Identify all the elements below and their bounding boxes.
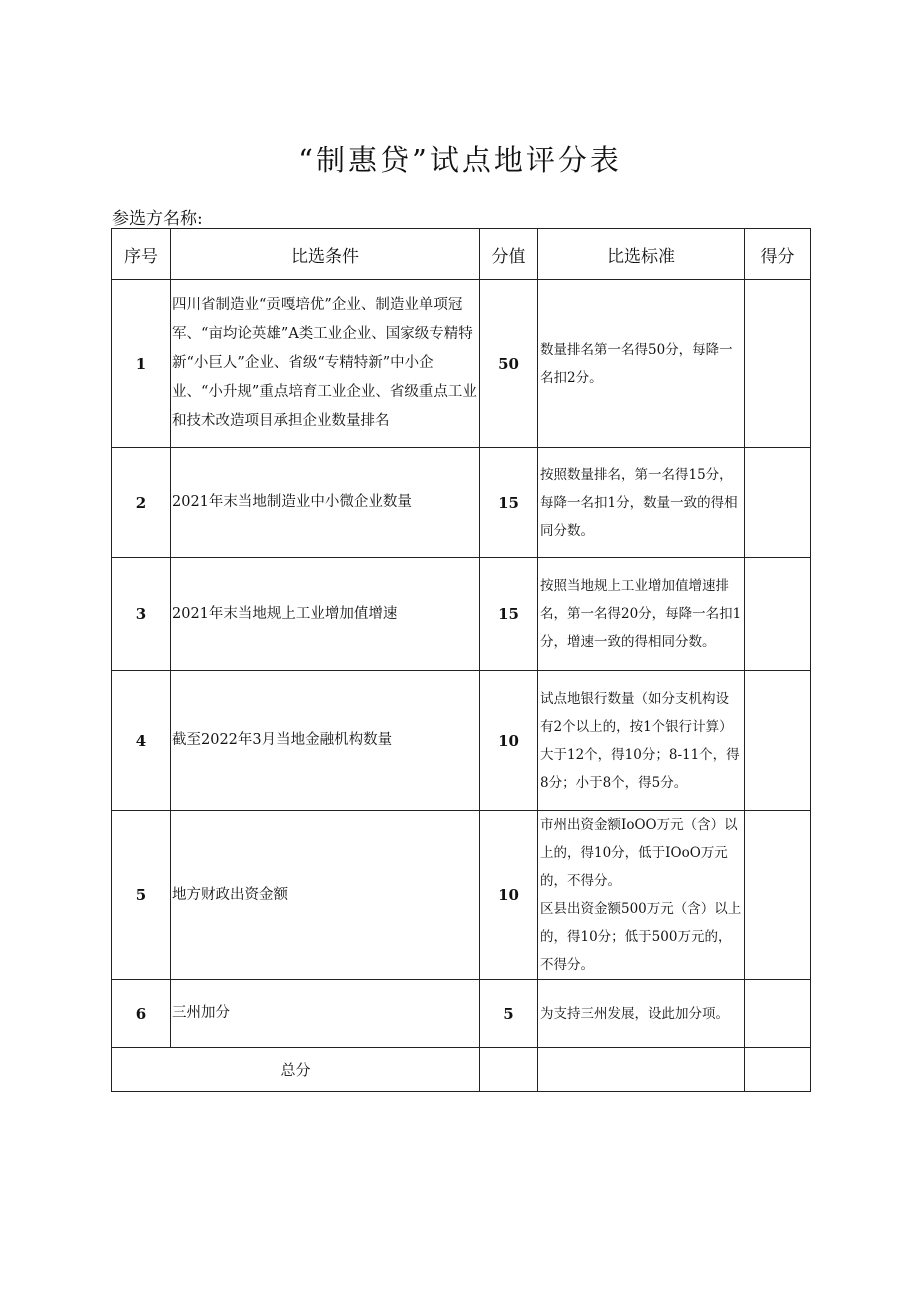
row-points: 50 [480, 280, 538, 448]
total-points-cell [480, 1048, 538, 1092]
header-row [112, 229, 811, 280]
row-standard: 按照数量排名，第一名得15分，每降一名扣1分，数量一致的得相同分数。 [538, 448, 745, 558]
row-condition: 2021年末当地规上工业增加值增速 [171, 558, 480, 671]
row-no: 2 [112, 448, 171, 558]
row-standard: 按照当地规上工业增加值增速排名，第一名得20分，每降一名扣1分，增速一致的得相同分数。 [538, 558, 745, 671]
row-standard [538, 811, 745, 980]
row-points: 15 [480, 558, 538, 671]
header-standard: 比选标准 [538, 229, 745, 280]
total-score-cell[interactable] [745, 1048, 811, 1092]
row-standard: 试点地银行数量（如分支机构设有2个以上的，按1个银行计算）大于12个，得10分；8-11个，得8分；小于8个，得5分。 [538, 671, 745, 811]
row-points: 5 [480, 980, 538, 1048]
row-no: 5 [112, 811, 171, 980]
row-condition: 地方财政出资金额 [171, 811, 480, 980]
total-standard-cell [538, 1048, 745, 1092]
row-points: 10 [480, 811, 538, 980]
row-no: 3 [112, 558, 171, 671]
applicant-name-label: 参选方名称: [112, 209, 203, 229]
table-row [112, 558, 811, 671]
header-no: 序号 [112, 229, 171, 280]
page-title: “制惠贷”试点地评分表 [298, 143, 622, 177]
standard-line-county: 区县出资金额500万元（含）以上的，得10分；低于500万元的，不得分。 [540, 901, 742, 973]
header-points: 分值 [480, 229, 538, 280]
table-row [112, 811, 811, 980]
table-row [112, 280, 811, 448]
row-no: 1 [112, 280, 171, 448]
row-no: 4 [112, 671, 171, 811]
row-score-cell[interactable] [745, 811, 811, 980]
header-condition: 比选条件 [171, 229, 480, 280]
row-condition: 三州加分 [171, 980, 480, 1048]
table-row [112, 671, 811, 811]
row-score-cell[interactable] [745, 280, 811, 448]
row-condition: 四川省制造业“贡嘎培优”企业、制造业单项冠军、“亩均论英雄”A类工业企业、国家级专精特新“小巨人”企业、省级“专精特新”中小企业、“小升规”重点培育工业企业、省级重点工业和技术改造项目承担企业数量排名 [171, 280, 480, 448]
table-row [112, 980, 811, 1048]
row-condition: 截至2022年3月当地金融机构数量 [171, 671, 480, 811]
standard-line-city: 市州出资金额IoOO万元（含）以上的，得10分，低于IOoO万元的，不得分。 [540, 817, 738, 889]
row-score-cell[interactable] [745, 671, 811, 811]
row-condition: 2021年末当地制造业中小微企业数量 [171, 448, 480, 558]
total-label: 总分 [112, 1048, 480, 1092]
row-standard: 数量排名第一名得50分，每降一名扣2分。 [538, 280, 745, 448]
row-standard: 为支持三州发展，设此加分项。 [538, 980, 745, 1048]
row-no: 6 [112, 980, 171, 1048]
row-score-cell[interactable] [745, 448, 811, 558]
row-score-cell[interactable] [745, 558, 811, 671]
table-row [112, 448, 811, 558]
row-points: 15 [480, 448, 538, 558]
scoring-table [111, 228, 811, 1092]
header-score: 得分 [745, 229, 811, 280]
row-points: 10 [480, 671, 538, 811]
total-row [112, 1048, 811, 1092]
row-score-cell[interactable] [745, 980, 811, 1048]
